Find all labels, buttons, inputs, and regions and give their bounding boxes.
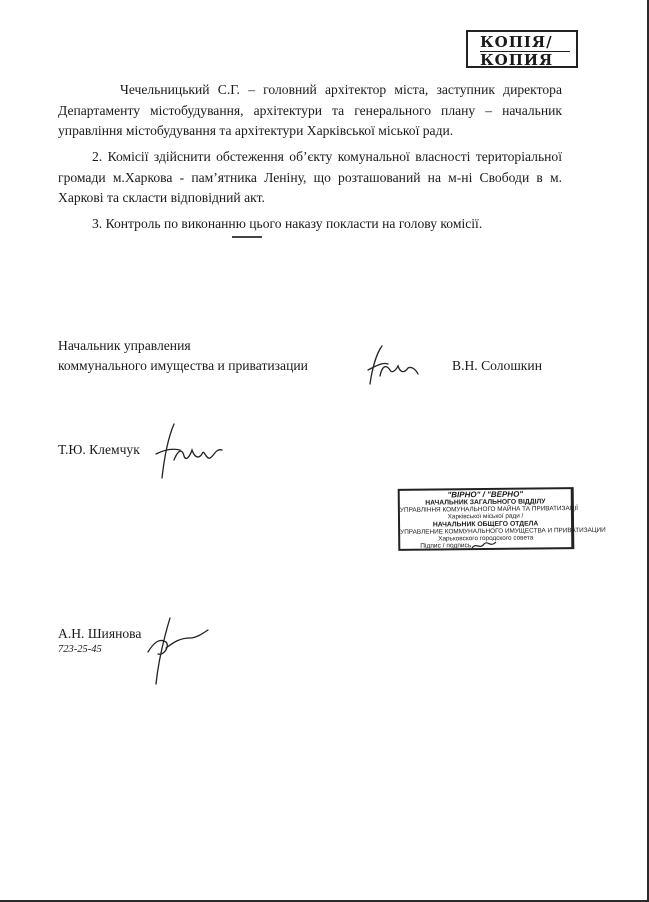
executor-name: А.Н. Шиянова [58, 626, 142, 641]
paragraph-chairman: Чечельницький С.Г. – головний архітектор міста, заступник директора Департаменту містобудування, архітектури та генерального плану – начальник управління містобудування та архітектури Харківської міської ради. [58, 82, 562, 138]
executor-phone: 723-25-45 [58, 644, 102, 655]
copy-stamp-line2: КОПИЯ [480, 51, 570, 69]
approver-name: Т.Ю. Клемчук [58, 442, 140, 457]
stamp-line6: Харьковского городского совета [438, 534, 534, 543]
stamp-signature [470, 538, 500, 552]
stamp-line2: УПРАВЛІННЯ КОМУНАЛЬНОГО МАЙНА ТА ПРИВАТИЗАЦІЇ [399, 505, 579, 515]
stamp-line4: НАЧАЛЬНИК ОБЩЕГО ОТДЕЛА [432, 520, 539, 529]
signatory-name: В.Н. Солошкин [452, 358, 542, 373]
signatory-position-line2: коммунального имущества и приватизации [58, 358, 308, 373]
paragraph-item-2: 2. Комісії здійснити обстеження об’єкту комунальної власності територіальної громади м.Харкова - пам’ятника Леніну, що розташований на м-ні Свободи в м. Харкові та скласти відповідний акт. [58, 149, 562, 205]
copy-stamp [466, 30, 578, 68]
stamp-line1: НАЧАЛЬНИК ЗАГАЛЬНОГО ВІДДІЛУ [425, 498, 546, 507]
copy-stamp-line1: КОПІЯ/ [480, 33, 553, 51]
stamp-title: "ВІРНО" / "ВЕРНО" [447, 489, 524, 500]
dash-mark [232, 236, 262, 238]
signatory-position-line1: Начальник управления [58, 338, 191, 353]
stamp-sign-label: Підпис / подпись [420, 542, 472, 550]
executor-signature [140, 612, 212, 688]
approver-signature [150, 420, 232, 482]
signatory-signature [360, 340, 422, 390]
paragraph-item-3: 3. Контроль по виконанню цього наказу покласти на голову комісії. [92, 216, 483, 231]
stamp-line5: УПРАВЛЕНИЕ КОММУНАЛЬНОГО ИМУЩЕСТВА И ПРИВАТИЗАЦИИ [400, 526, 606, 536]
stamp-line3: Харківської міської ради / [447, 513, 524, 521]
